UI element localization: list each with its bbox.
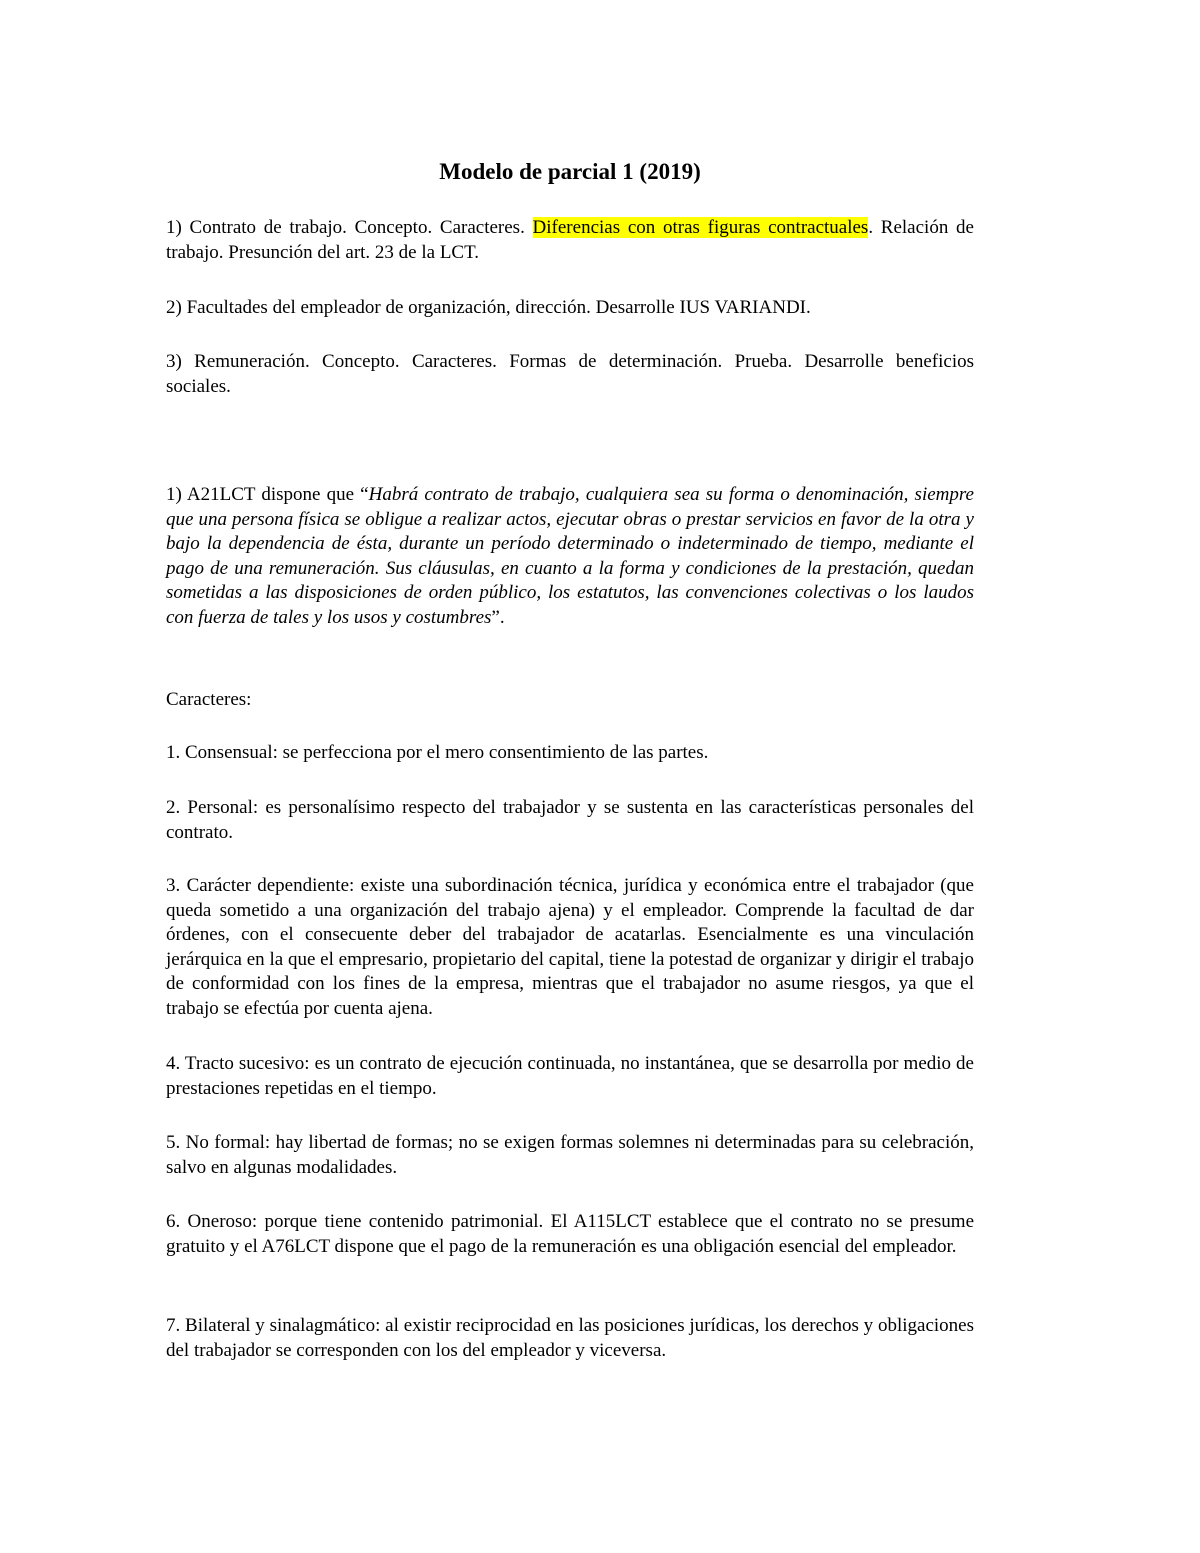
caracter-item-2: 2. Personal: es personalísimo respecto del trabajador y se sustenta en las características personales del contrato.: [166, 797, 974, 843]
question-2: 2) Facultades del empleador de organización, dirección. Desarrolle IUS VARIANDI.: [166, 297, 811, 318]
lct-article-quote: Habrá contrato de trabajo, cualquiera sea su forma o denominación, siempre que una persona física se obligue a realizar actos, ejecutar obras o prestar servicios en favor de la otra y bajo la dependencia de ésta, durante un período determinado o indeterminado de tiempo, mediante el pago de una remuneración. Sus cláusulas, en cuanto a la forma y condiciones de la prestación, quedan sometidas a las disposiciones de orden público, los estatutos, las convenciones colectivas o los laudos con fuerza de tales y los usos y costumbres: [166, 484, 974, 628]
caracter-item-1: 1. Consensual: se perfecciona por el mero consentimiento de las partes.: [166, 742, 709, 763]
document-title: Modelo de parcial 1 (2019): [439, 159, 701, 184]
caracter-item-4: 4. Tracto sucesivo: es un contrato de ejecución continuada, no instantánea, que se desarrolla por medio de prestaciones repetidas en el tiempo.: [166, 1053, 974, 1099]
question-1-text: 1) Contrato de trabajo. Concepto. Caracteres.: [166, 217, 533, 238]
caracter-item-6: 6. Oneroso: porque tiene contenido patrimonial. El A115LCT establece que el contrato no se presume gratuito y el A76LCT dispone que el pago de la remuneración es una obligación esencial del empleador.: [166, 1211, 974, 1257]
caracteres-heading: Caracteres:: [166, 689, 252, 710]
caracter-item-5: 5. No formal: hay libertad de formas; no se exigen formas solemnes ni determinadas para su celebración, salvo en algunas modalidades.: [166, 1132, 974, 1178]
question-3: 3) Remuneración. Concepto. Caracteres. Formas de determinación. Prueba. Desarrolle beneficios sociales.: [166, 351, 974, 397]
question-1-tail: . Relación de trabajo. Presunción del art. 23 de la LCT.: [166, 217, 974, 263]
highlighted-text: Diferencias con otras figuras contractuales: [532, 217, 869, 238]
caracter-item-7: 7. Bilateral y sinalagmático: al existir reciprocidad en las posiciones jurídicas, los derechos y obligaciones del trabajador se corresponden con los del empleador y viceversa.: [166, 1315, 974, 1361]
answer-1-close: ”.: [491, 606, 505, 628]
caracter-item-3: 3. Carácter dependiente: existe una subordinación técnica, jurídica y económica entre el trabajador (que queda sometido a una organización del trabajo ajena) y el empleador. Comprende la facultad de dar órdenes, con el consecuente deber del trabajador de acatarlas. Esencialmente es una vinculación jerárquica en la que el empresario, propietario del capital, tiene la potestad de organizar y dirigir el trabajo de conformidad con los fines de la empresa, mientras que el trabajador no asume riesgos, ya que el trabajo se efectúa por cuenta ajena.: [166, 875, 974, 1019]
answer-1: [166, 483, 974, 630]
answer-1-intro: 1) A21LCT dispone que “: [166, 484, 369, 505]
question-1: [166, 216, 974, 265]
